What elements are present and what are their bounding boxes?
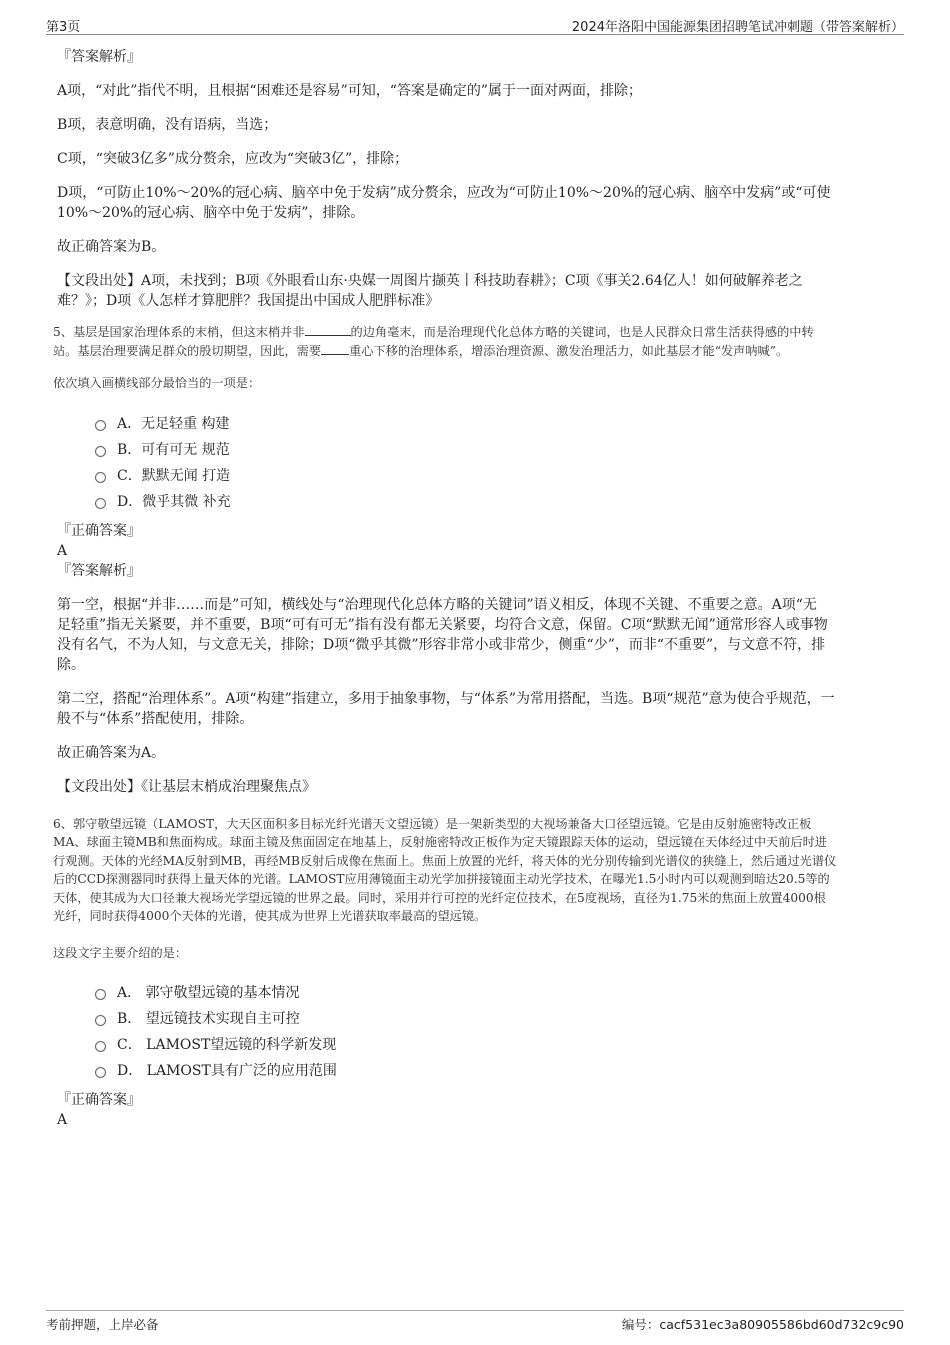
radio-icon[interactable]: [95, 446, 106, 457]
page-header: [46, 14, 904, 35]
correct-answer: A: [57, 1112, 68, 1128]
radio-icon[interactable]: [95, 989, 106, 1000]
analysis-paragraph-1: 第一空，根据“并非……而是”可知，横线处与“治理现代化总体方略的关键词”语义相反，体现不关键、不重要之意。A项“无 足轻重”指无关紧要，并不重要，B项“可有可无”指有没有都无关紧要，均符合文意，保留。C项“默默无闻”通常形容人或事物 没有名气，不为人知，与文意无关，排除；D项“微乎其微”形容非常小或非常少，侧重“少”，而非“不重要”，与文意不符，排 除。: [57, 596, 828, 673]
option-b[interactable]: B． 望远镜技术实现自主可控: [95, 1006, 887, 1032]
main-content: [53, 47, 887, 1130]
page-number: 第3页: [46, 20, 81, 35]
option-d[interactable]: D． LAMOST具有广泛的应用范围: [95, 1058, 887, 1084]
question-6-stem: 6、郭守敬望远镜（LAMOST，大天区面积多目标光纤光谱天文望远镜）是一架新类型的大视场兼备大口径望远镜。它是由反射施密特改正板 MA、球面主镜MB和焦面构成。球面主镜及焦面固定在地基上，反射施密特改正板作为定天镜跟踪天体的运动，望远镜在天体经过中天前后时进 行观测。天体的光经MA反射到MB，再经MB反射后成像在焦面上。焦面上放置的光纤，将天体的光分别传输到光谱仪的狭缝上，然后通过光谱仪 后的CCD探测器同时获得上量天体的光谱。LAMOST应用薄镜面主动光学加拼接镜面主动光学技术，在曝光1.5小时内可以观测到暗达20.5等的 天体，使其成为大口径兼大视场光学望远镜的世界之最。同时，采用并行可控的光纤定位技术，在5度视场，直径为1.75米的焦面上放置4000根 光纤，同时获得4000个天体的光谱，使其成为世界上光谱获取率最高的望远镜。: [53, 816, 837, 923]
question-5-prompt: 依次填入画横线部分最恰当的一项是：: [53, 376, 261, 390]
question-6-prompt: 这段文字主要介绍的是：: [53, 945, 188, 960]
analysis-conclusion: 故正确答案为B。: [57, 239, 166, 255]
radio-icon[interactable]: [95, 1041, 106, 1052]
radio-icon[interactable]: [95, 1015, 106, 1026]
radio-icon[interactable]: [95, 1067, 106, 1078]
radio-icon[interactable]: [95, 498, 106, 509]
analysis-option-d: D项，“可防止10%～20%的冠心病、脑卒中免于发病”成分赘余，应改为“可防止10%～20%的冠心病、脑卒中发病”或“可使 10%～20%的冠心病、脑卒中免于发病”，排除。: [57, 185, 831, 221]
question-6: [53, 815, 887, 963]
analysis-option-b: B项，表意明确，没有语病，当选；: [57, 117, 278, 133]
page-footer: [46, 1310, 904, 1332]
answer-analysis-label: 『答案解析』: [57, 562, 141, 579]
correct-answer-label: 『正确答案』: [57, 522, 141, 539]
correct-answer: A: [57, 542, 68, 559]
option-d[interactable]: D．微乎其微 补充: [95, 489, 887, 515]
text-source: 【文段出处】A项，未找到；B项《外眼看山东·央媒一周图片撷英丨科技助春耕》；C项《事关2.64亿人！如何破解养老之 难？》；D项《人怎样才算肥胖？我国提出中国成人肥胖标准》: [57, 273, 803, 309]
analysis-paragraph-2: 第二空，搭配“治理体系”。A项“构建”指建立，多用于抽象事物，与“体系”为常用搭配，当选。B项“规范”意为使合乎规范，一 般不与“体系”搭配使用，排除。: [57, 690, 835, 727]
option-b[interactable]: B．可有可无 规范: [95, 437, 887, 463]
answer-analysis-label: 『答案解析』: [57, 49, 141, 65]
footer-slogan: 考前押题，上岸必备: [46, 1317, 159, 1332]
option-a[interactable]: A． 郭守敬望远镜的基本情况: [95, 980, 887, 1006]
analysis-option-a: A项，“对此”指代不明，且根据“困难还是容易”可知，“答案是确定的”属于一面对两面，排除；: [57, 83, 643, 99]
question-5-options: [95, 411, 887, 515]
option-a[interactable]: A．无足轻重 构建: [95, 411, 887, 437]
document-title: 2024年洛阳中国能源集团招聘笔试冲刺题（带答案解析）: [571, 20, 904, 35]
question-5: [53, 323, 887, 393]
fill-blank-2: [321, 344, 349, 355]
radio-icon[interactable]: [95, 472, 106, 483]
question-6-options: [95, 980, 887, 1084]
fill-blank-1: [305, 325, 351, 336]
option-c[interactable]: C．默默无闻 打造: [95, 463, 887, 489]
question-5-stem: 5、基层是国家治理体系的末梢，但这末梢并非 的边角毫末，而是治理现代化总体方略的关键词，也是人民群众日常生活获得感的中转 站。基层治理要满足群众的殷切期望，因此，需要 重心下移的治理体系，增添治理资源、激发治理活力，如此基层才能“发声呐喊”。: [53, 325, 814, 358]
document-id: 编号：cacf531ec3a80905586bd60d732c9c90: [621, 1317, 904, 1332]
text-source: 【文段出处】《让基层末梢成治理聚焦点》: [57, 778, 316, 795]
analysis-conclusion: 故正确答案为A。: [57, 744, 166, 761]
option-c[interactable]: C． LAMOST望远镜的科学新发现: [95, 1032, 887, 1058]
correct-answer-label: 『正确答案』: [57, 1092, 141, 1108]
radio-icon[interactable]: [95, 420, 106, 431]
analysis-option-c: C项，“突破3亿多”成分赘余，应改为“突破3亿”，排除；: [57, 151, 409, 167]
